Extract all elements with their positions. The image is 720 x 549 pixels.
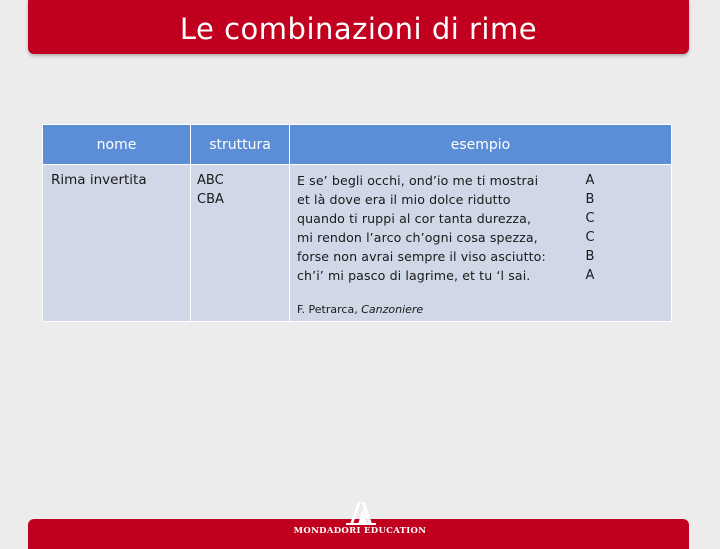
slide-title: Le combinazioni di rime <box>179 12 538 46</box>
column-divider <box>289 125 290 321</box>
struttura-line: ABC <box>197 173 224 188</box>
cell-esempio <box>297 164 567 321</box>
scheme-letter: B <box>585 249 595 264</box>
cell-nome: Rima invertita <box>51 172 147 188</box>
scheme-letter: B <box>585 192 595 207</box>
verse-line: et là dove era il mio dolce ridutto <box>297 192 511 207</box>
cell-struttura <box>191 164 289 321</box>
scheme-letter: C <box>585 230 595 245</box>
rhyme-scheme <box>578 164 602 321</box>
header-struttura: struttura <box>191 125 289 164</box>
verse-line: quando ti ruppi al cor tanta durezza, <box>297 211 532 226</box>
scheme-letter: A <box>585 173 595 188</box>
header-esempio: esempio <box>290 125 671 164</box>
verse-line: mi rendon l’arco ch’ogni cosa spezza, <box>297 230 538 245</box>
publisher-logo <box>290 496 430 540</box>
attribution-author: F. Petrarca, <box>297 303 358 316</box>
header-nome: nome <box>43 125 190 164</box>
rhyme-table <box>42 124 672 322</box>
struttura-line: CBA <box>197 192 224 207</box>
verse-line: ch’i’ mi pasco di lagrime, et tu ‘l sai. <box>297 268 531 283</box>
attribution <box>297 303 423 316</box>
logo-text: MONDADORI EDUCATION <box>293 526 427 536</box>
scheme-letter: C <box>585 211 595 226</box>
scheme-letter: A <box>585 268 595 283</box>
table-row <box>43 164 190 321</box>
verse-line: forse non avrai sempre il viso asciutto: <box>297 249 546 264</box>
verse-line: E se’ begli occhi, ond’io me ti mostrai <box>297 173 539 188</box>
attribution-work: Canzoniere <box>361 303 424 316</box>
mondadori-rose-icon <box>290 496 430 526</box>
